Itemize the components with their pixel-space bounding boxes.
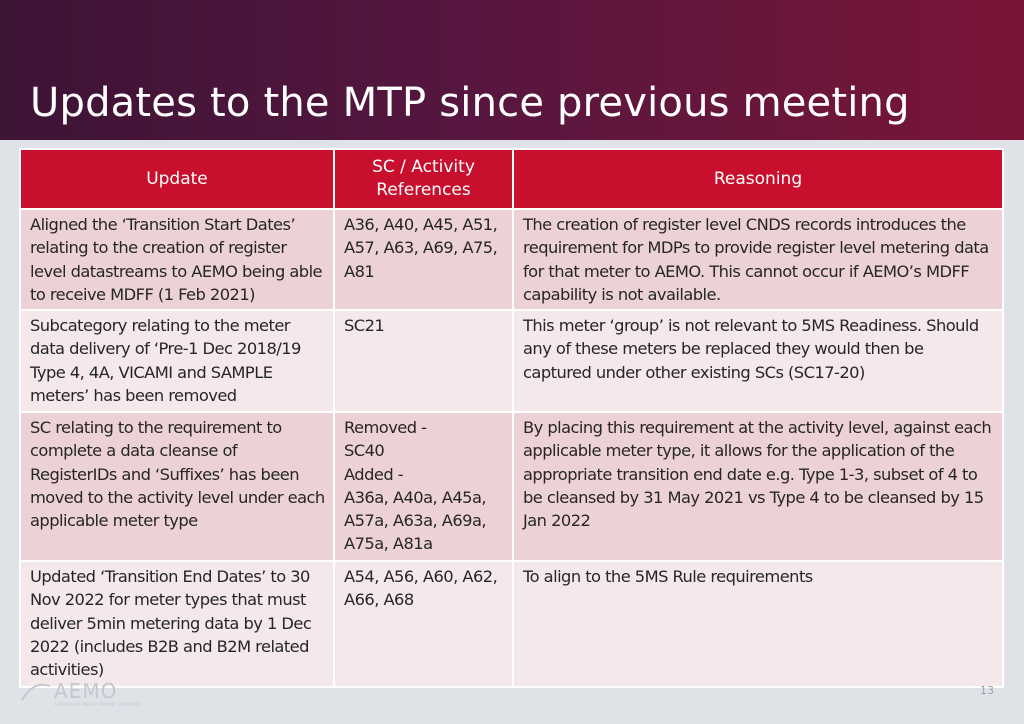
- reasoning-cell: The creation of register level CNDS records introduces the requirement for MDPs to provide register level metering data for that meter to AEMO. This cannot occur if AEMO’s MDFF capability is not available.: [513, 209, 1003, 310]
- page-number: 13: [980, 684, 994, 697]
- reasoning-cell: By placing this requirement at the activity level, against each applicable meter type, it allows for the application of the appropriate transition end date e.g. Type 1-3, subset of 4 to be cleansed by 31 May 2021 vs Type 4 to be cleansed by 15 Jan 2022: [513, 412, 1003, 561]
- update-cell: Subcategory relating to the meter data delivery of ‘Pre-1 Dec 2018/19 Type 4, 4A, VICAMI and SAMPLE meters’ has been removed: [20, 310, 334, 412]
- table-row: [20, 412, 1003, 561]
- reasoning-cell: This meter ‘group’ is not relevant to 5MS Readiness. Should any of these meters be replaced they would then be captured under other existing SCs (SC17-20): [513, 310, 1003, 412]
- update-cell: Aligned the ‘Transition Start Dates’ relating to the creation of register level datastreams to AEMO being able to receive MDFF (1 Feb 2021): [20, 209, 334, 310]
- header-sc-activity-references: SC / Activity References: [334, 149, 513, 209]
- table-row: [20, 209, 1003, 310]
- update-cell: Updated ‘Transition End Dates’ to 30 Nov 2022 for meter types that must deliver 5min metering data by 1 Dec 2022 (includes B2B and B2M related activities): [20, 561, 334, 687]
- header-reasoning: Reasoning: [513, 149, 1003, 209]
- updates-table: [19, 148, 1004, 688]
- logo-swoosh-icon: [22, 685, 50, 700]
- logo-tagline: AUSTRALIAN ENERGY MARKET OPERATOR: [54, 702, 142, 707]
- header-update: Update: [20, 149, 334, 209]
- table-row: [20, 561, 1003, 687]
- logo-wordmark: AEMO: [54, 679, 118, 703]
- aemo-logo: [20, 678, 170, 708]
- updates-table-container: [19, 148, 1002, 688]
- table-header-row: [20, 149, 1003, 209]
- references-cell: Removed - SC40 Added - A36a, A40a, A45a, A57a, A63a, A69a, A75a, A81a: [334, 412, 513, 561]
- reasoning-cell: To align to the 5MS Rule requirements: [513, 561, 1003, 687]
- references-cell: A36, A40, A45, A51, A57, A63, A69, A75, A81: [334, 209, 513, 310]
- update-cell: SC relating to the requirement to complete a data cleanse of RegisterIDs and ‘Suffixes’ has been moved to the activity level under each applicable meter type: [20, 412, 334, 561]
- slide-title: Updates to the MTP since previous meeting: [30, 80, 910, 126]
- table-row: [20, 310, 1003, 412]
- references-cell: A54, A56, A60, A62, A66, A68: [334, 561, 513, 687]
- references-cell: SC21: [334, 310, 513, 412]
